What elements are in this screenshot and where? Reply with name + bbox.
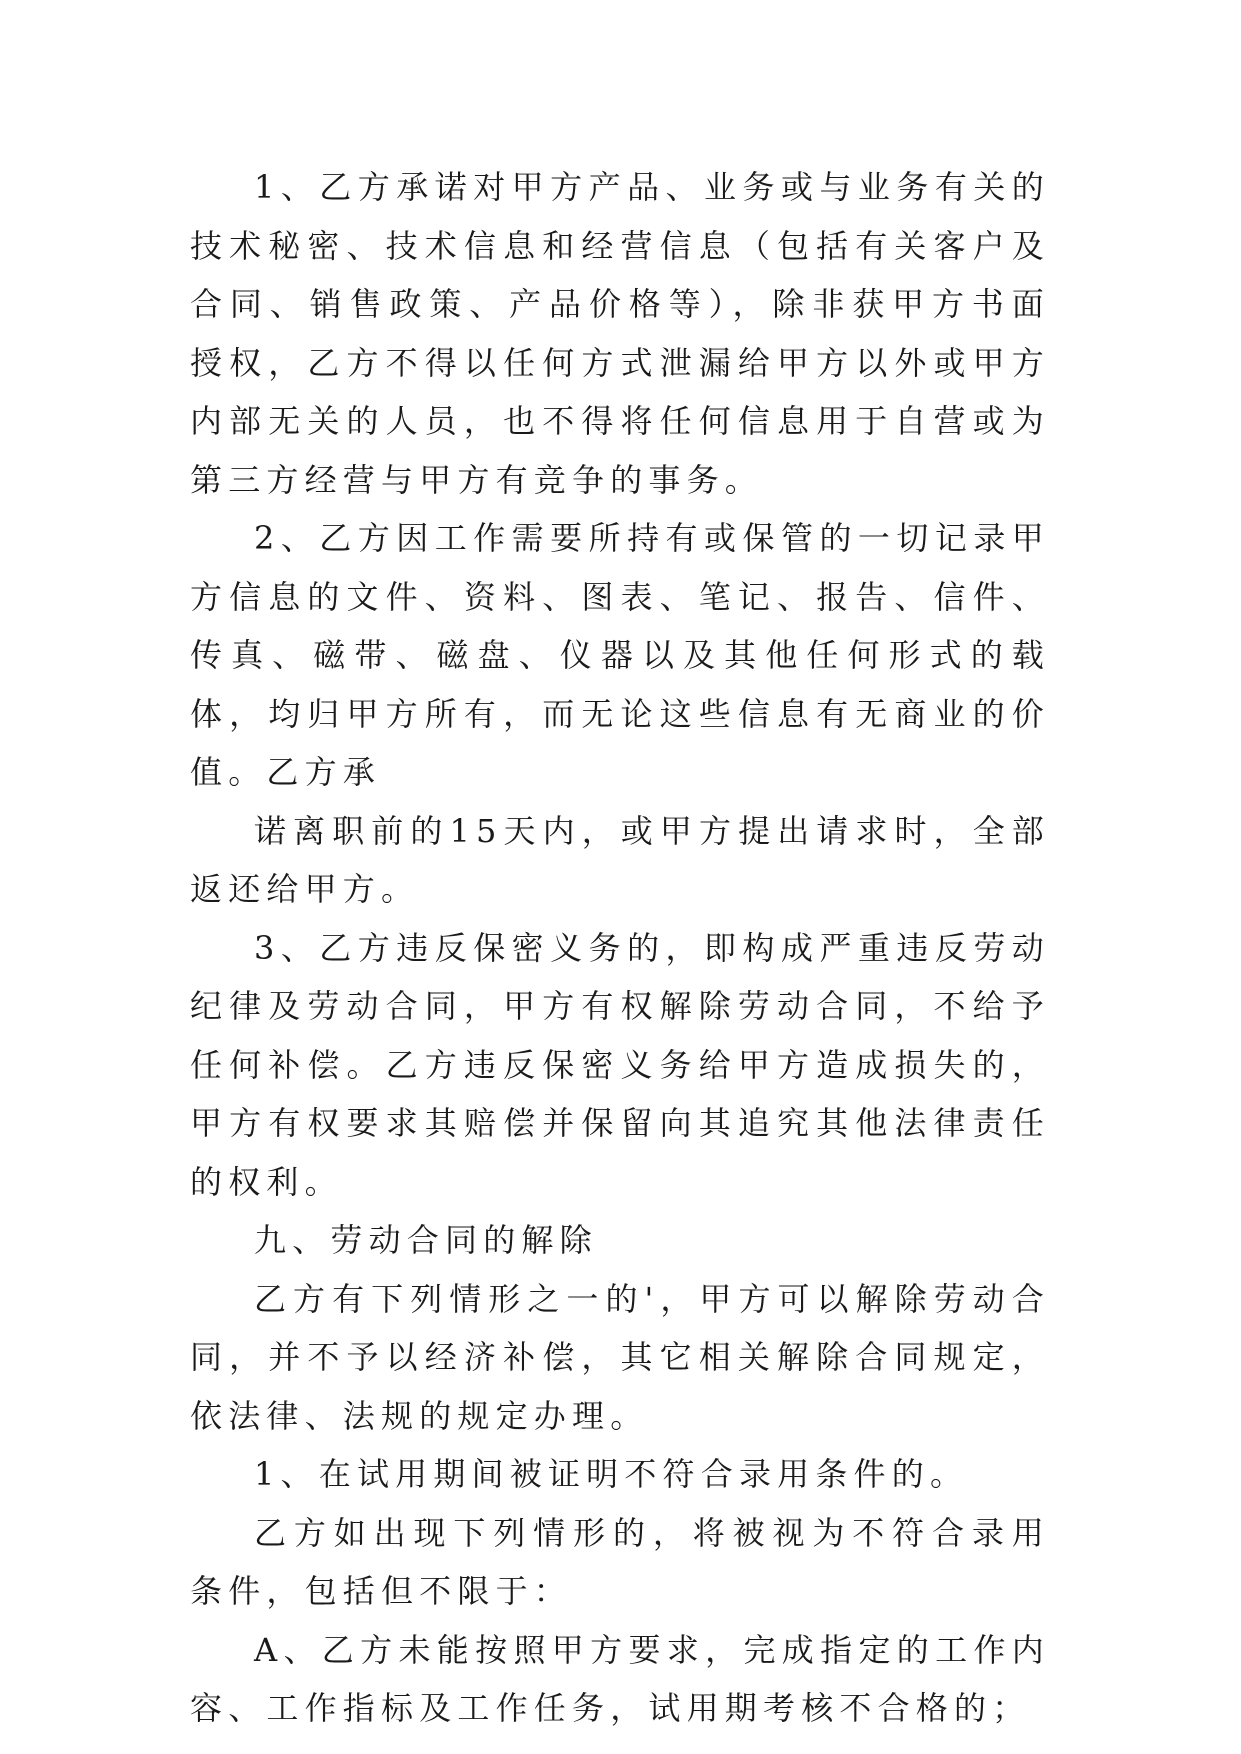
clause-confidentiality-2-continued: 诺离职前的15天内，或甲方提出请求时，全部返还给甲方。: [190, 811, 1050, 908]
termination-item-1-a: A、乙方未能按照甲方要求，完成指定的工作内容、工作指标及工作任务，试用期考核不合格的；: [190, 1630, 1050, 1727]
termination-item-1-detail: 乙方如出现下列情形的，将被视为不符合录用条件，包括但不限于：: [190, 1513, 1050, 1610]
clause-confidentiality-3: 3、乙方违反保密义务的，即构成严重违反劳动纪律及劳动合同，甲方有权解除劳动合同，不给予任何补偿。乙方违反保密义务给甲方造成损失的，甲方有权要求其赔偿并保留向其追究其他法律责任的权利。: [190, 928, 1050, 1201]
document-body: [190, 158, 1050, 1738]
termination-item-1: 1、在试用期间被证明不符合录用条件的。: [254, 1455, 969, 1493]
section-heading-termination: 九、劳动合同的解除: [254, 1221, 598, 1259]
termination-intro: 乙方有下列情形之一的'，甲方可以解除劳动合同，并不予以经济补偿，其它相关解除合同规定，依法律、法规的规定办理。: [190, 1279, 1050, 1435]
clause-confidentiality-2: 2、乙方因工作需要所持有或保管的一切记录甲方信息的文件、资料、图表、笔记、报告、信件、传真、磁带、磁盘、仪器以及其他任何形式的载体，均归甲方所有，而无论这些信息有无商业的价值。乙方承: [190, 519, 1050, 791]
clause-confidentiality-1: 1、乙方承诺对甲方产品、业务或与业务有关的技术秘密、技术信息和经营信息（包括有关客户及合同、销售政策、产品价格等），除非获甲方书面授权，乙方不得以任何方式泄漏给甲方以外或甲方内部无关的人员，也不得将任何信息用于自营或为第三方经营与甲方有竞争的事务。: [190, 168, 1050, 499]
